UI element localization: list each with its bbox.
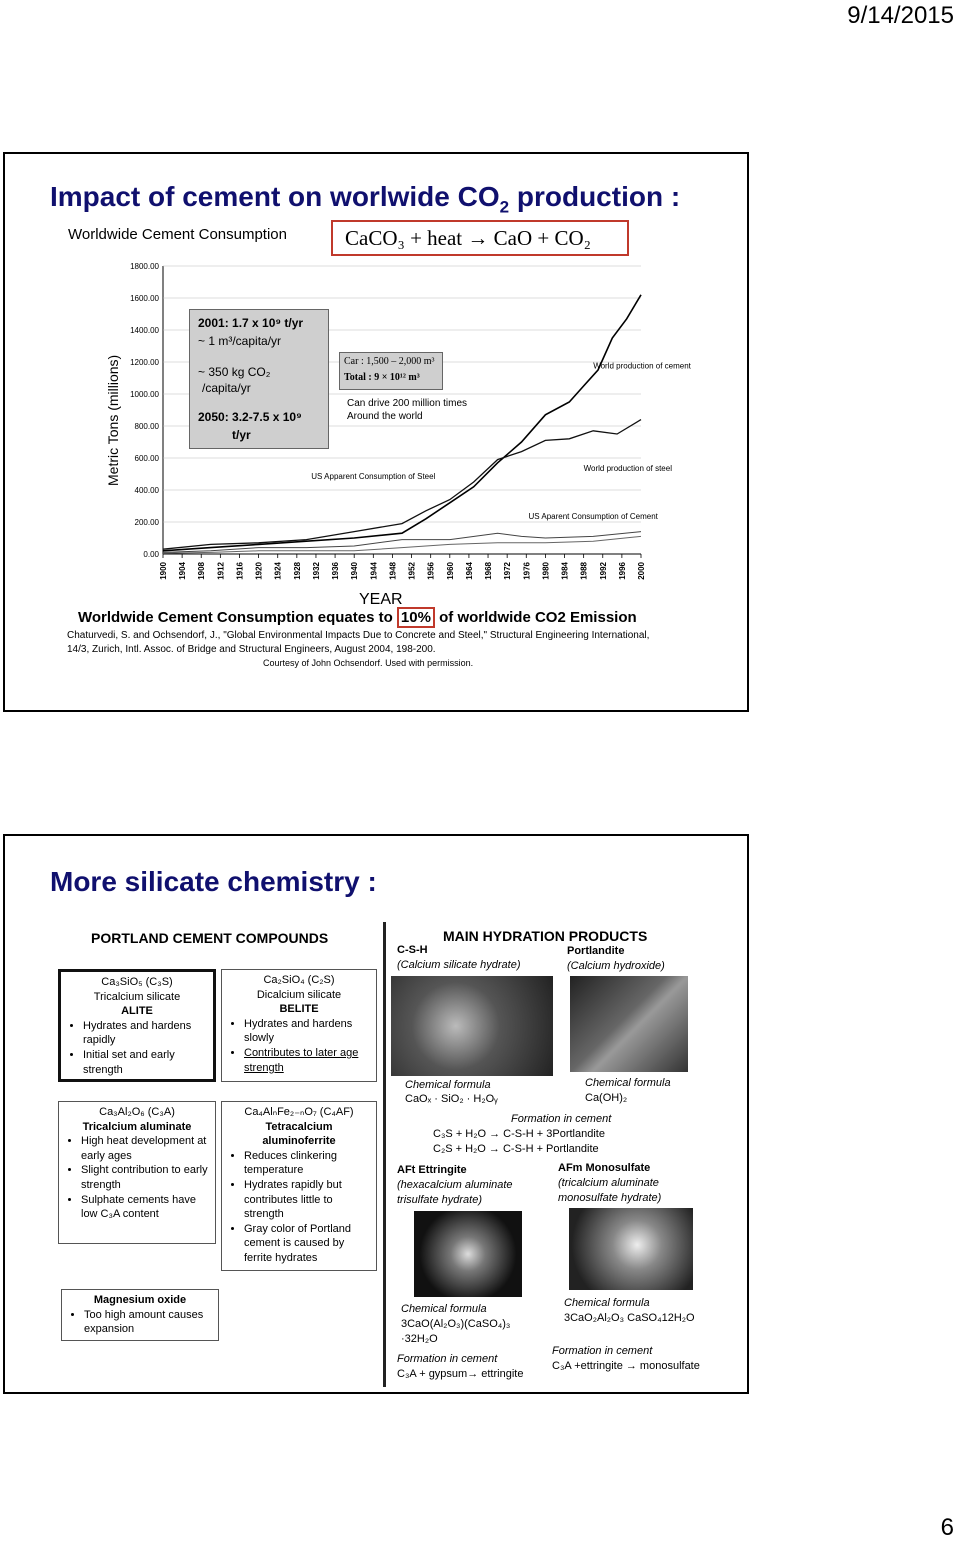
emphasis-before: Worldwide Cement Consumption equates to — [78, 609, 393, 626]
compound-formula: Ca₃SiO₅ (C₃S) — [101, 976, 173, 988]
csh-formula: CaOₓ · SiO₂ · H₂Oᵧ — [405, 1093, 498, 1105]
compound-name: Tricalcium aluminate — [82, 1120, 192, 1133]
x-tick-label: 1952 — [407, 562, 417, 580]
portlandite-micrograph — [570, 976, 688, 1072]
compound-c3a — [58, 1101, 216, 1244]
slide-silicate-chemistry — [3, 834, 749, 1394]
compound-mgo — [61, 1289, 219, 1341]
portlandite-abbr: Portlandite — [567, 945, 625, 957]
emphasis-after: of worldwide CO2 Emission — [439, 609, 637, 626]
aft-formula-label: Chemical formula — [401, 1303, 487, 1315]
compound-name: Tetracalcium — [265, 1120, 333, 1133]
x-tick-label: 1924 — [273, 562, 283, 580]
formation-label: Formation in cement — [511, 1113, 612, 1125]
slide-title-2: More silicate chemistry : — [50, 866, 377, 897]
csh-formula-label: Chemical formula — [405, 1079, 491, 1091]
x-tick-label: 1996 — [617, 562, 627, 580]
bullet: • Initial set and early strength — [83, 1048, 207, 1077]
formation-eq-1: C₃S + H₂O → C-S-H + 3Portlandite — [433, 1128, 605, 1140]
csh-micrograph — [391, 976, 553, 1076]
column-divider — [383, 922, 386, 1387]
x-tick-label: 1916 — [235, 562, 245, 580]
bullet: • Hydrates rapidly but contributes little to strength — [244, 1178, 370, 1222]
afm-formation-label: Formation in cement — [552, 1345, 653, 1357]
aft-name-2: trisulfate hydrate) — [397, 1194, 482, 1206]
afm-formula: 3CaO₂Al₂O₃ CaSO₄12H₂O — [564, 1312, 695, 1324]
chart-annotation: US Aparent Consumption of Cement — [528, 511, 658, 521]
x-tick-label: 1968 — [484, 562, 494, 580]
portlandite-name: (Calcium hydroxide) — [567, 960, 665, 972]
inset-stats-box — [189, 309, 329, 449]
bullet: • Sulphate cements have low C₃A content — [81, 1193, 209, 1222]
aft-formation-label: Formation in cement — [397, 1353, 498, 1365]
afm-name-1: (tricalcium aluminate — [558, 1177, 659, 1189]
x-tick-label: 1956 — [426, 562, 436, 580]
inset-line-5: 2050: 3.2-7.5 x 10⁹ — [198, 410, 302, 424]
x-tick-label: 1900 — [159, 562, 168, 580]
x-tick-label: 1980 — [541, 562, 551, 580]
citation-line-2: 14/3, Zurich, Intl. Assoc. of Bridge and Structural Engineers, August 2004, 198-200. — [67, 644, 436, 655]
x-tick-label: 1912 — [216, 562, 226, 580]
x-tick-label: 1948 — [388, 562, 398, 580]
compound-bullets — [68, 1308, 212, 1337]
afm-abbr: AFm Monosulfate — [558, 1162, 651, 1174]
x-tick-label: 1904 — [178, 562, 188, 580]
compound-alias: aluminoferrite — [262, 1135, 336, 1148]
compound-c4af — [221, 1101, 377, 1271]
x-tick-label: 1908 — [197, 562, 207, 580]
title-text: Impact of cement on worlwide CO — [50, 181, 500, 212]
portlandite-formula-label: Chemical formula — [585, 1077, 671, 1089]
compound-belite — [221, 969, 377, 1082]
csh-name: (Calcium silicate hydrate) — [397, 959, 521, 971]
y-tick-label: 400.00 — [134, 486, 159, 495]
x-tick-label: 1944 — [369, 562, 379, 580]
compound-formula: Ca₃Al₂O₆ (C₃A) — [99, 1106, 175, 1118]
compound-name: Dicalcium silicate — [256, 988, 342, 1001]
bullet: • Too high amount causes expansion — [84, 1308, 212, 1337]
emphasis-highlight: 10% — [397, 607, 435, 628]
x-tick-label: 1992 — [598, 562, 608, 580]
y-tick-label: 1400.00 — [130, 326, 159, 335]
bullet: • Slight contribution to early strength — [81, 1163, 209, 1192]
aft-formula-1: 3CaO(Al₂O₃)(CaSO₄)₃ — [401, 1318, 511, 1330]
car-line-2: Total : 9 × 10¹² m³ — [344, 372, 420, 383]
emphasis-statement — [78, 609, 637, 626]
y-tick-label: 1200.00 — [130, 358, 159, 367]
car-comparison-box — [339, 352, 443, 390]
y-tick-label: 800.00 — [134, 422, 159, 431]
x-tick-label: 1988 — [579, 562, 589, 580]
y-tick-label: 1000.00 — [130, 390, 159, 399]
y-tick-label: 1800.00 — [130, 262, 159, 271]
drive-note-1: Can drive 200 million times — [347, 398, 468, 409]
figure-caption: Worldwide Cement Consumption — [68, 226, 287, 243]
afm-name-2: monosulfate hydrate) — [558, 1192, 662, 1204]
citation-line-3: Courtesy of John Ochsendorf. Used with permission. — [263, 658, 474, 668]
citation-line-1: Chaturvedi, S. and Ochsendorf, J., "Global Environmental Impacts Due to Concrete and Steel," Structural Engineering International, — [67, 630, 650, 641]
x-tick-label: 1936 — [331, 562, 341, 580]
title-subscript: 2 — [499, 197, 510, 217]
drive-note-2: Around the world — [347, 411, 423, 422]
car-line-1: Car : 1,500 – 2,000 m³ — [344, 356, 435, 367]
aft-abbr: AFt Ettringite — [397, 1164, 467, 1176]
inset-line-6: t/yr — [232, 428, 251, 442]
inset-line-3: ~ 350 kg CO₂ — [198, 365, 271, 379]
afm-formula-label: Chemical formula — [564, 1297, 650, 1309]
compound-formula: Ca₄AlₙFe₂₋ₙO₇ (C₄AF) — [244, 1106, 354, 1118]
compound-bullets — [67, 1019, 207, 1077]
chart-annotation: World production of cement — [593, 361, 691, 371]
left-heading: PORTLAND CEMENT COMPOUNDS — [91, 930, 329, 946]
y-axis-label: Metric Tons (millions) — [105, 354, 121, 486]
bullet: • Contributes to later age strength — [244, 1046, 370, 1075]
bullet: • Reduces clinkering temperature — [244, 1149, 370, 1178]
x-tick-label: 1920 — [254, 562, 264, 580]
y-tick-label: 200.00 — [134, 518, 159, 527]
x-tick-label: 1964 — [464, 562, 474, 580]
inset-line-2: ~ 1 m³/capita/yr — [198, 334, 282, 348]
right-heading: MAIN HYDRATION PRODUCTS — [443, 928, 648, 944]
y-tick-label: 1600.00 — [130, 294, 159, 303]
aft-formula-2: ·32H₂O — [401, 1333, 438, 1345]
slide-title — [50, 181, 680, 218]
compound-bullets — [65, 1134, 209, 1222]
x-tick-label: 1928 — [292, 562, 302, 580]
chart-annotation: US Apparent Consumption of Steel — [311, 471, 436, 481]
x-tick-label: 1976 — [522, 562, 532, 580]
inset-line-4: /capita/yr — [202, 381, 251, 395]
ettringite-micrograph — [414, 1211, 522, 1297]
x-tick-label: 1940 — [350, 562, 360, 580]
page-number: 6 — [940, 1514, 954, 1541]
csh-abbr: C-S-H — [397, 944, 428, 956]
bullet: • Gray color of Portland cement is caused by ferrite hydrates — [244, 1222, 370, 1266]
afm-formation: C₃A +ettringite → monosulfate — [552, 1360, 700, 1372]
compound-alias: BELITE — [279, 1003, 319, 1016]
inset-line-1: 2001: 1.7 x 10⁹ t/yr — [198, 316, 304, 330]
y-tick-label: 0.00 — [143, 550, 159, 559]
compound-alias: ALITE — [121, 1005, 153, 1018]
equation: CaCO₃ + heat → CaO + CO₂ — [345, 226, 591, 250]
compound-name: Magnesium oxide — [93, 1294, 187, 1306]
bullet: • High heat development at early ages — [81, 1134, 209, 1163]
aft-formation: C₃A + gypsum→ ettringite — [397, 1368, 524, 1380]
slide-cement-co2 — [3, 152, 749, 712]
y-tick-label: 600.00 — [134, 454, 159, 463]
compound-formula: Ca₂SiO₄ (C₂S) — [263, 974, 335, 986]
x-tick-label: 1960 — [445, 562, 455, 580]
chart-annotation: World production of steel — [583, 463, 672, 473]
compound-alite — [58, 969, 216, 1082]
portlandite-formula: Ca(OH)₂ — [585, 1092, 628, 1104]
x-tick-label: 1972 — [503, 562, 513, 580]
x-tick-label: 1932 — [311, 562, 321, 580]
bullet: • Hydrates and hardens slowly — [244, 1017, 370, 1046]
aft-name-1: (hexacalcium aluminate — [397, 1179, 513, 1191]
x-tick-label: 2000 — [637, 562, 646, 580]
formation-eq-2: C₂S + H₂O → C-S-H + Portlandite — [433, 1143, 599, 1155]
compound-bullets — [228, 1017, 370, 1075]
compound-name: Tricalcium silicate — [93, 990, 181, 1003]
series-line — [163, 536, 641, 553]
x-axis-label: YEAR — [359, 591, 403, 608]
equation-box — [331, 220, 629, 256]
compound-bullets — [228, 1149, 370, 1266]
bullet: • Hydrates and hardens rapidly — [83, 1019, 207, 1048]
monosulfate-micrograph — [569, 1208, 693, 1290]
header-date: 9/14/2015 — [847, 2, 954, 29]
title-text-suffix: production : — [509, 181, 681, 212]
x-tick-label: 1984 — [560, 562, 570, 580]
